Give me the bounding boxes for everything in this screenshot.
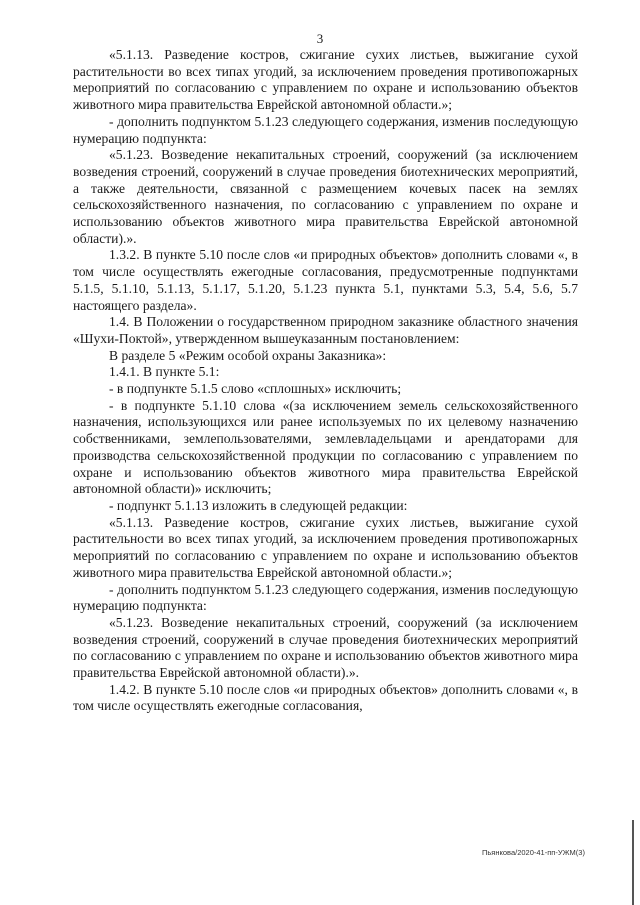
paragraph: «5.1.23. Возведение некапитальных строений, сооружений (за исключением возведения строений, сооружений в случае проведения биотехнических мероприятий, а также деятельности, связанной с размещением кочевых пасек на землях сельскохозяйственного назначения, по согласованию с управлением по охране и использованию объектов животного мира правительства Еврейской автономной области).». [73,147,578,246]
page-number: 3 [316,31,324,46]
paragraph: «5.1.13. Разведение костров, сжигание сухих листьев, выжигание сухой растительности во всех типах угодий, за исключением проведения противопожарных мероприятий по согласованию с управлением по охране и использованию объектов животного мира правительства Еврейской автономной области.»; [73,47,578,113]
scan-edge-mark [632,820,634,905]
paragraph: - в подпункте 5.1.10 слова «(за исключением земель сельскохозяйственного назначения, использующихся или ранее используемых по их целевому назначению собственниками, землепользователями, землевладельцами и арендаторами для производства сельскохозяйственной продукции по согласованию с управлением по охране и использованию объектов животного мира правительства Еврейской автономной области)» исключить; [73,397,578,497]
paragraph: 1.3.2. В пункте 5.10 после слов «и природных объектов» дополнить словами «, в том числе осуществлять ежегодные согласования, предусмотренные подпунктами 5.1.5, 5.1.10, 5.1.13, 5.1.17, 5.1.20, 5.1.23 пункта 5.1, пунктами 5.3, 5.4, 5.6, 5.7 настоящего раздела». [73,247,578,313]
paragraph: 1.4. В Положении о государственном природном заказнике областного значения «Шухи-Поктой», утвержденном вышеуказанным постановлением: [73,314,578,346]
paragraph: 1.4.1. В пункте 5.1: [109,364,220,380]
paragraph: 1.4.2. В пункте 5.10 после слов «и природных объектов» дополнить словами «, в том числе осуществлять ежегодные согласования, [73,681,578,714]
paragraph: - в подпункте 5.1.5 слово «сплошных» исключить; [109,381,402,397]
paragraph: В разделе 5 «Режим особой охраны Заказника»: [109,347,387,363]
paragraph: - дополнить подпунктом 5.1.23 следующего содержания, изменив последующую нумерацию подпункта: [73,113,578,146]
document-code: Пьянкова/2020-41-пп-УЖМ(3) [482,848,585,857]
document-body [73,47,578,715]
paragraph: - дополнить подпунктом 5.1.23 следующего содержания, изменив последующую нумерацию подпункта: [73,581,578,614]
paragraph: «5.1.13. Разведение костров, сжигание сухих листьев, выжигание сухой растительности во всех типах угодий, за исключением проведения противопожарных мероприятий по согласованию с управлением по охране и использованию объектов животного мира правительства Еврейской автономной области.»; [73,514,578,580]
paragraph: - подпункт 5.1.13 изложить в следующей редакции: [109,497,408,513]
paragraph: «5.1.23. Возведение некапитальных строений, сооружений (за исключением возведения строений, сооружений в случае проведения биотехнических мероприятий по согласованию с управлением по охране и использованию объектов животного мира правительства Еврейской автономной области).». [73,614,578,681]
